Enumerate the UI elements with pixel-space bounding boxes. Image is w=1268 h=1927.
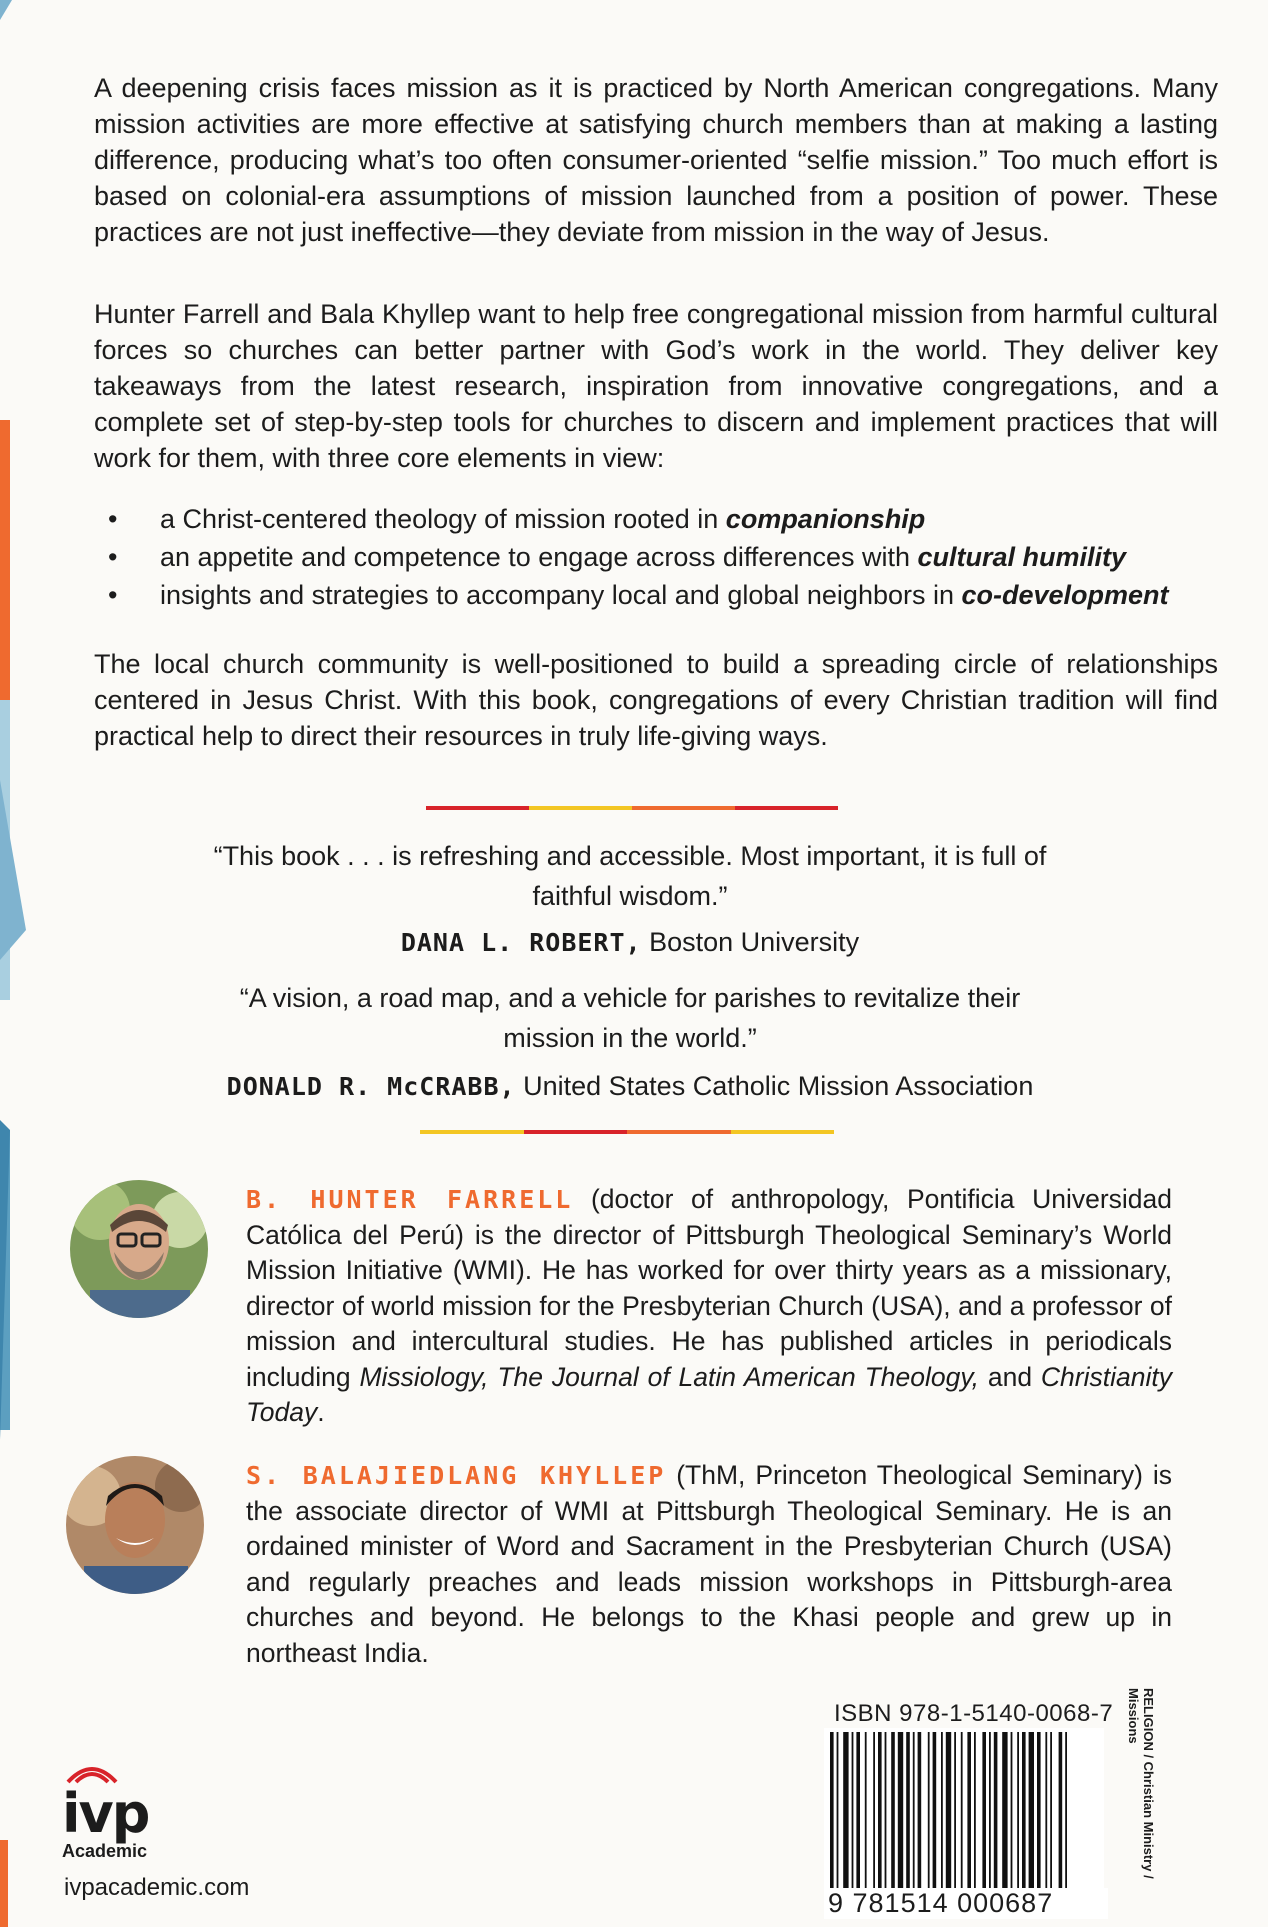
barcode [824, 1728, 1104, 1908]
bullet-icon: • [108, 580, 118, 610]
core-elements-list [104, 500, 1224, 614]
list-item: • a Christ-centered theology of mission rooted in companionship [104, 500, 1224, 538]
bullet-icon: • [108, 542, 118, 572]
description-paragraph-1: A deepening crisis faces mission as it is practiced by North American congregations. Many mission activities are more effective at satisfying church members than at making a lasting difference, producing what’s too often consumer-oriented “selfie mission.” Too much effort is based on colonial-era assumptions of mission launched from a position of power. These practices are not just ineffective—they deviate from mission in the way of Jesus. [94, 73, 1218, 247]
ivp-academic-logo: ivp Academic [62, 1760, 182, 1862]
divider-top [426, 806, 838, 810]
publisher-website[interactable]: ivpacademic.com [64, 1874, 250, 1901]
description-paragraph-3: The local church community is well-positioned to build a spreading circle of relationships centered in Jesus Christ. With this book, congregations of every Christian tradition will find practical help to direct their resources in truly life-giving ways. [94, 649, 1218, 751]
description-paragraph-2: Hunter Farrell and Bala Khyllep want to help free congregational mission from harmful cultural forces so churches can better partner with God’s work in the world. They deliver key takeaways from the latest research, inspiration from innovative congregations, and a complete set of step-by-step tools for churches to discern and implement practices that will work for them, with three core elements in view: [94, 299, 1218, 473]
subject-category: RELIGION / Christian Ministry / Missions [1126, 1688, 1156, 1879]
list-item: • an appetite and competence to engage across differences with cultural humility [104, 538, 1224, 576]
isbn-number: ISBN 978-1-5140-0068-7 [834, 1700, 1114, 1727]
bullet-icon: • [108, 504, 118, 534]
author-photo-khyllep [66, 1456, 204, 1594]
author-photo-farrell [70, 1180, 208, 1318]
endorsement-attribution-2: DONALD R. McCRABB, United States Catholic Mission Association [226, 1071, 1034, 1101]
list-item: • insights and strategies to accompany local and global neighbors in co-development [104, 576, 1224, 614]
endorsement-quote-1: “This book . . . is refreshing and accessible. Most important, it is full of faithful wisdom.” [213, 841, 1047, 911]
endorsement-attribution-1: DANA L. ROBERT, Boston University [400, 927, 860, 957]
author-bio-khyllep: S. BALAJIEDLANG KHYLLEP (ThM, Princeton Theological Seminary) is the associate director of WMI at Pittsburgh Theological Seminary. He is an ordained minister of Word and Sacrament in the Presbyterian Church (USA) and regularly preaches and leads mission workshops in Pittsburgh-area churches and beyond. He belongs to the Khasi people and grew up in northeast India. [246, 1460, 1173, 1668]
endorsement-quote-2: “A vision, a road map, and a vehicle for parishes to revitalize their mission in the world.” [239, 983, 1021, 1053]
barcode-digits: 9 781514 000687 [824, 1888, 1108, 1919]
signal-arcs-icon [62, 1760, 122, 1784]
divider-bottom [420, 1130, 834, 1134]
author-bio-farrell: B. HUNTER FARRELL (doctor of anthropology, Pontificia Universidad Católica del Perú) is the director of Pittsburgh Theological Seminary’s World Mission Initiative (WMI). He has worked for over thirty years as a missionary, director of world mission for the Presbyterian Church (USA), and a professor of mission and intercultural studies. He has published articles in periodicals including Missiology, The Journal of Latin American Theology, and Christianity Today. [246, 1184, 1173, 1427]
decorative-color-strip [0, 0, 40, 1927]
